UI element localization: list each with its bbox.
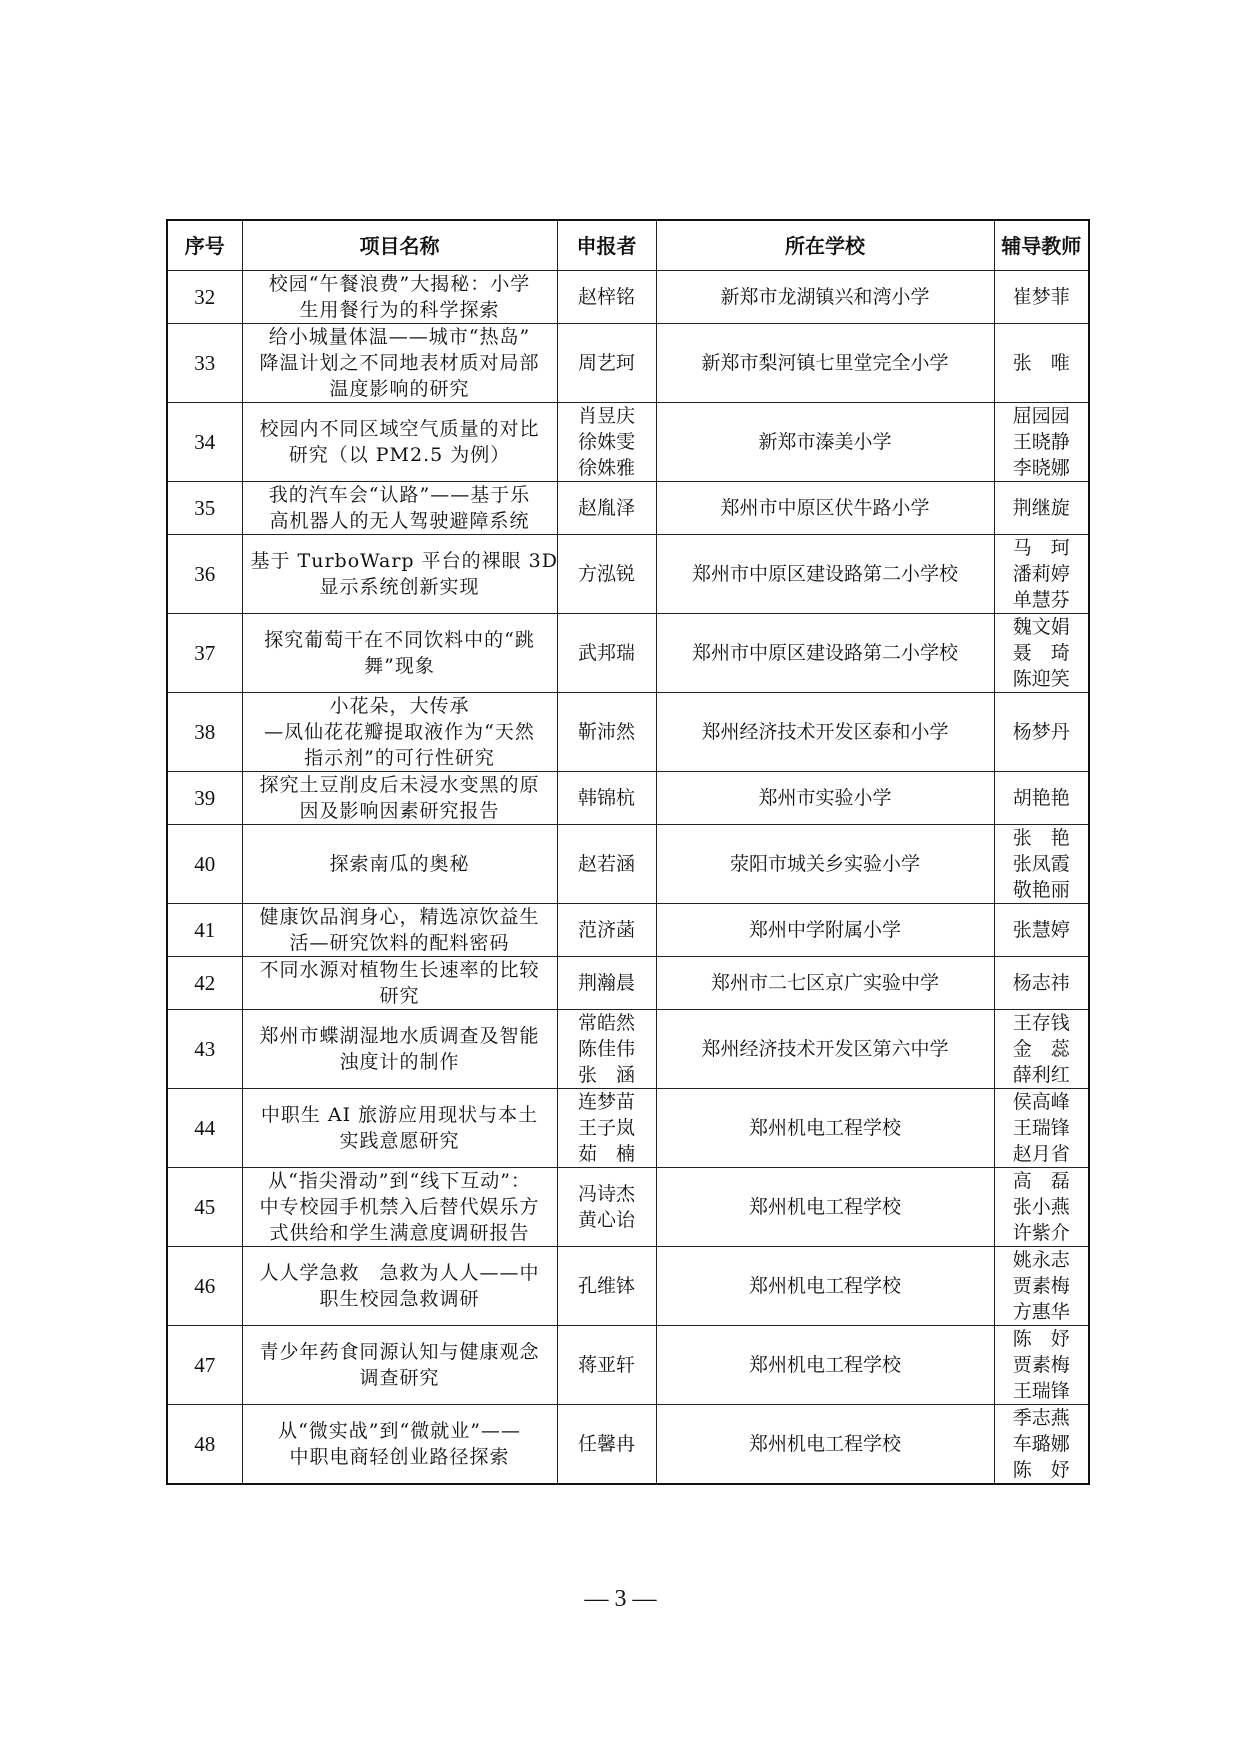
cell-school: 郑州市中原区建设路第二小学校 (656, 614, 994, 693)
cell-teachers (994, 693, 1089, 772)
header-seq: 序号 (167, 220, 242, 271)
cell-applicants (557, 403, 656, 482)
applicant-name: 常皓然 (577, 1012, 635, 1034)
cell-school: 郑州经济技术开发区泰和小学 (656, 693, 994, 772)
project-name-line: 降温计划之不同地表材质对局部 (259, 352, 540, 374)
cell-applicants (557, 904, 656, 957)
project-name-line: 高机器人的无人驾驶避障系统 (269, 510, 530, 532)
teacher-name: 高 磊 (1012, 1170, 1070, 1192)
applicant-name: 赵梓铭 (577, 286, 635, 308)
table-header-row (167, 220, 1089, 271)
cell-seq: 45 (167, 1168, 242, 1247)
teacher-name: 季志燕 (1012, 1407, 1070, 1429)
cell-project-name (242, 535, 557, 614)
cell-seq: 42 (167, 957, 242, 1010)
cell-teachers (994, 1010, 1089, 1089)
teacher-name: 金 蕊 (1012, 1038, 1070, 1060)
cell-project-name (242, 324, 557, 403)
cell-applicants (557, 482, 656, 535)
teacher-name: 赵月省 (1012, 1143, 1070, 1165)
applicant-name: 肖昱庆 (577, 405, 635, 427)
teacher-name: 车璐娜 (1012, 1433, 1070, 1455)
cell-seq: 35 (167, 482, 242, 535)
cell-project-name (242, 693, 557, 772)
table-row (167, 693, 1089, 772)
project-name-line: 中职生 AI 旅游应用现状与本土 (260, 1104, 539, 1126)
teacher-name: 薛利红 (1012, 1064, 1070, 1086)
teacher-name: 张小燕 (1012, 1196, 1070, 1218)
table-row (167, 904, 1089, 957)
project-name-line: 校园内不同区域空气质量的对比 (259, 418, 540, 440)
cell-teachers (994, 1405, 1089, 1485)
teacher-name: 敬艳丽 (1012, 879, 1070, 901)
header-applicant: 申报者 (557, 220, 656, 271)
table-row (167, 1089, 1089, 1168)
cell-applicants (557, 1010, 656, 1089)
cell-seq: 44 (167, 1089, 242, 1168)
cell-teachers (994, 825, 1089, 904)
teacher-name: 王存钱 (1012, 1012, 1070, 1034)
cell-applicants (557, 1326, 656, 1405)
project-name-line: 显示系统创新实现 (319, 576, 480, 598)
project-name-line: 探究土豆削皮后未浸水变黑的原 (259, 774, 540, 796)
cell-teachers (994, 535, 1089, 614)
applicant-name: 陈佳伟 (577, 1038, 635, 1060)
cell-applicants (557, 957, 656, 1010)
cell-seq: 39 (167, 772, 242, 825)
applicant-name: 靳沛然 (577, 721, 635, 743)
table-row (167, 1405, 1089, 1485)
cell-applicants (557, 693, 656, 772)
project-name-line: 温度影响的研究 (329, 378, 470, 400)
table-row (167, 1168, 1089, 1247)
project-name-line: 活—研究饮料的配料密码 (289, 932, 510, 954)
cell-applicants (557, 1168, 656, 1247)
cell-school: 郑州机电工程学校 (656, 1089, 994, 1168)
cell-school: 新郑市梨河镇七里堂完全小学 (656, 324, 994, 403)
cell-school: 新郑市溱美小学 (656, 403, 994, 482)
header-teacher: 辅导教师 (994, 220, 1089, 271)
teacher-name: 魏文娟 (1012, 616, 1070, 638)
cell-seq: 43 (167, 1010, 242, 1089)
cell-school: 郑州市中原区伏牛路小学 (656, 482, 994, 535)
applicant-name: 蒋亚轩 (577, 1354, 635, 1376)
cell-project-name (242, 772, 557, 825)
cell-seq: 36 (167, 535, 242, 614)
cell-applicants (557, 1405, 656, 1485)
cell-project-name (242, 482, 557, 535)
cell-project-name (242, 825, 557, 904)
project-name-line: 从“微实战”到“微就业”—— (278, 1420, 521, 1442)
teacher-name: 侯高峰 (1012, 1091, 1070, 1113)
cell-project-name (242, 271, 557, 324)
teacher-name: 李晓娜 (1012, 457, 1070, 479)
teacher-name: 王瑞锋 (1012, 1117, 1070, 1139)
teacher-name: 王瑞锋 (1012, 1380, 1070, 1402)
applicant-name: 荆瀚晨 (577, 972, 635, 994)
teacher-name: 陈迎笑 (1012, 668, 1070, 690)
teacher-name: 马 珂 (1012, 537, 1070, 559)
project-name-line: 郑州市蝶湖湿地水质调查及智能 (259, 1025, 540, 1047)
project-name-line: 探究葡萄干在不同饮料中的“跳 (264, 629, 535, 651)
cell-teachers (994, 271, 1089, 324)
cell-school: 郑州机电工程学校 (656, 1326, 994, 1405)
table-row (167, 403, 1089, 482)
header-school: 所在学校 (656, 220, 994, 271)
teacher-name: 方惠华 (1012, 1301, 1070, 1323)
header-project-name: 项目名称 (242, 220, 557, 271)
cell-project-name (242, 1405, 557, 1485)
cell-seq: 41 (167, 904, 242, 957)
cell-seq: 33 (167, 324, 242, 403)
project-name-line: 研究 (379, 985, 420, 1007)
project-name-line: 中职电商轻创业路径探索 (289, 1446, 510, 1468)
cell-teachers (994, 324, 1089, 403)
applicant-name: 茹 楠 (577, 1143, 635, 1165)
cell-project-name (242, 1010, 557, 1089)
cell-teachers (994, 957, 1089, 1010)
cell-applicants (557, 1089, 656, 1168)
cell-school: 郑州机电工程学校 (656, 1247, 994, 1326)
cell-school: 新郑市龙湖镇兴和湾小学 (656, 271, 994, 324)
project-name-line: 我的汽车会“认路”——基于乐 (268, 484, 531, 506)
project-name-line: 因及影响因素研究报告 (299, 800, 500, 822)
project-name-line: 式供给和学生满意度调研报告 (269, 1222, 530, 1244)
applicant-name: 连梦苗 (577, 1091, 635, 1113)
teacher-name: 贾素梅 (1012, 1354, 1070, 1376)
teacher-name: 崔梦菲 (1012, 286, 1070, 308)
teacher-name: 张 艳 (1012, 827, 1070, 849)
teacher-name: 屈园园 (1012, 405, 1070, 427)
table-row (167, 1326, 1089, 1405)
cell-teachers (994, 482, 1089, 535)
project-name-line: 健康饮品润身心，精选凉饮益生 (259, 906, 540, 928)
cell-project-name (242, 1089, 557, 1168)
cell-project-name (242, 1326, 557, 1405)
cell-school: 郑州机电工程学校 (656, 1168, 994, 1247)
table-row (167, 957, 1089, 1010)
cell-teachers (994, 1168, 1089, 1247)
teacher-name: 张慧婷 (1012, 919, 1070, 941)
table-row (167, 614, 1089, 693)
cell-seq: 46 (167, 1247, 242, 1326)
teacher-name: 贾素梅 (1012, 1275, 1070, 1297)
project-name-line: 研究（以 PM2.5 为例） (288, 444, 511, 466)
teacher-name: 单慧芬 (1012, 589, 1070, 611)
project-name-line: 指示剂”的可行性研究 (304, 747, 495, 769)
cell-applicants (557, 1247, 656, 1326)
table-row (167, 482, 1089, 535)
applicant-name: 徐姝雯 (577, 431, 635, 453)
project-table (166, 219, 1090, 1485)
applicant-name: 周艺珂 (577, 352, 635, 374)
cell-school: 郑州市二七区京广实验中学 (656, 957, 994, 1010)
teacher-name: 杨梦丹 (1012, 721, 1070, 743)
cell-school: 郑州经济技术开发区第六中学 (656, 1010, 994, 1089)
project-name-line: 实践意愿研究 (339, 1130, 460, 1152)
cell-project-name (242, 957, 557, 1010)
cell-teachers (994, 1247, 1089, 1326)
cell-seq: 32 (167, 271, 242, 324)
project-name-line: 舞”现象 (364, 655, 435, 677)
cell-applicants (557, 614, 656, 693)
cell-teachers (994, 403, 1089, 482)
cell-applicants (557, 772, 656, 825)
project-name-line: 不同水源对植物生长速率的比较 (259, 959, 540, 981)
project-name-line: 小花朵，大传承 (329, 695, 470, 717)
project-name-line: 浊度计的制作 (339, 1051, 460, 1073)
project-name-line: 调查研究 (359, 1367, 440, 1389)
cell-school: 荥阳市城关乡实验小学 (656, 825, 994, 904)
teacher-name: 聂 琦 (1012, 642, 1070, 664)
cell-project-name (242, 614, 557, 693)
teacher-name: 王晓静 (1012, 431, 1070, 453)
applicant-name: 赵若涵 (577, 853, 635, 875)
applicant-name: 武邦瑞 (577, 642, 635, 664)
cell-project-name (242, 904, 557, 957)
page-number: — 3 — (584, 1586, 657, 1612)
cell-project-name (242, 1247, 557, 1326)
teacher-name: 姚永志 (1012, 1249, 1070, 1271)
applicant-name: 王子岚 (577, 1117, 635, 1139)
cell-applicants (557, 324, 656, 403)
table-row (167, 271, 1089, 324)
teacher-name: 胡艳艳 (1012, 787, 1070, 809)
applicant-name: 方泓锐 (577, 563, 635, 585)
teacher-name: 陈 妤 (1012, 1328, 1070, 1350)
cell-school: 郑州市中原区建设路第二小学校 (656, 535, 994, 614)
project-name-line: 人人学急救 急救为人人——中 (259, 1262, 540, 1284)
cell-seq: 48 (167, 1405, 242, 1485)
table-body (167, 271, 1089, 1485)
project-name-line: 探索南瓜的奥秘 (329, 853, 470, 875)
table-row (167, 1010, 1089, 1089)
cell-seq: 47 (167, 1326, 242, 1405)
teacher-name: 张 唯 (1012, 352, 1070, 374)
teacher-name: 潘莉婷 (1012, 563, 1070, 585)
cell-teachers (994, 904, 1089, 957)
project-name-line: 基于 TurboWarp 平台的裸眼 3D (250, 550, 558, 572)
applicant-name: 张 涵 (577, 1064, 635, 1086)
project-name-line: 中专校园手机禁入后替代娱乐方 (259, 1196, 540, 1218)
teacher-name: 张凤霞 (1012, 853, 1070, 875)
applicant-name: 赵胤泽 (577, 497, 635, 519)
cell-seq: 40 (167, 825, 242, 904)
table-row (167, 1247, 1089, 1326)
cell-project-name (242, 1168, 557, 1247)
project-name-line: 职生校园急救调研 (319, 1288, 480, 1310)
project-name-line: 校园“午餐浪费”大揭秘：小学 (268, 273, 531, 295)
cell-teachers (994, 1326, 1089, 1405)
applicant-name: 冯诗杰 (577, 1183, 635, 1205)
cell-applicants (557, 535, 656, 614)
project-name-line: 给小城量体温——城市“热岛” (268, 326, 531, 348)
applicant-name: 范济菡 (577, 919, 635, 941)
applicant-name: 孔维钵 (577, 1275, 635, 1297)
teacher-name: 陈 妤 (1012, 1459, 1070, 1481)
cell-applicants (557, 271, 656, 324)
applicant-name: 任馨冉 (577, 1433, 635, 1455)
project-name-line: 青少年药食同源认知与健康观念 (259, 1341, 540, 1363)
applicant-name: 黄心诒 (577, 1209, 635, 1231)
project-name-line: 从“指尖滑动”到“线下互动”： (268, 1170, 531, 1192)
cell-seq: 37 (167, 614, 242, 693)
project-name-line: —凤仙花花瓣提取液作为“天然 (264, 721, 535, 743)
table-row (167, 535, 1089, 614)
cell-teachers (994, 1089, 1089, 1168)
cell-school: 郑州市实验小学 (656, 772, 994, 825)
cell-seq: 38 (167, 693, 242, 772)
cell-project-name (242, 403, 557, 482)
cell-teachers (994, 614, 1089, 693)
cell-school: 郑州中学附属小学 (656, 904, 994, 957)
table-row (167, 825, 1089, 904)
applicant-name: 韩锦杭 (577, 787, 635, 809)
cell-applicants (557, 825, 656, 904)
table-row (167, 772, 1089, 825)
applicant-name: 徐姝雅 (577, 457, 635, 479)
teacher-name: 荆继旋 (1012, 497, 1070, 519)
cell-teachers (994, 772, 1089, 825)
cell-school: 郑州机电工程学校 (656, 1405, 994, 1485)
teacher-name: 杨志祎 (1012, 972, 1070, 994)
teacher-name: 许紫介 (1012, 1222, 1070, 1244)
project-name-line: 生用餐行为的科学探索 (299, 299, 500, 321)
cell-seq: 34 (167, 403, 242, 482)
table-row (167, 324, 1089, 403)
